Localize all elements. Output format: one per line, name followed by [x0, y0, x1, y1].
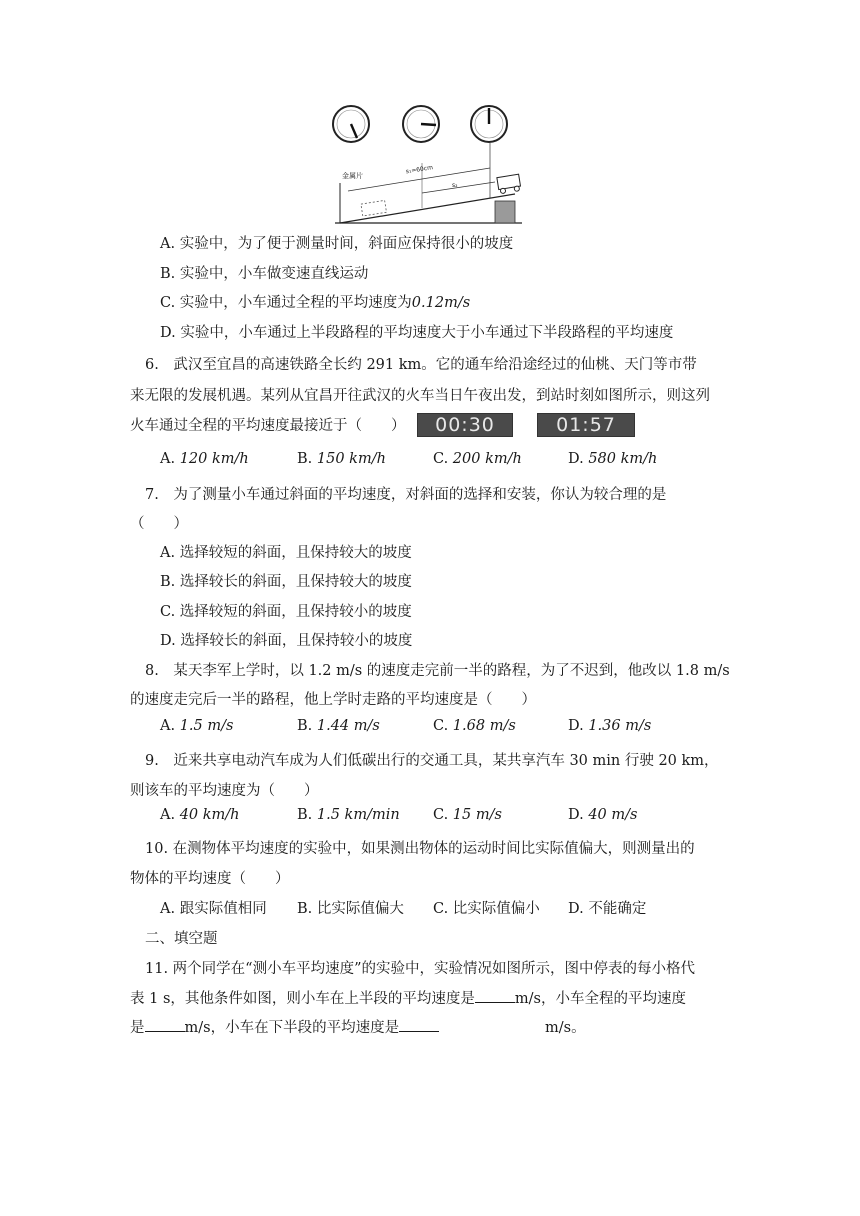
- q5-option-a: A. 实验中，为了便于测量时间，斜面应保持很小的坡度: [160, 236, 514, 252]
- q9-option-a: A. 40 km/h: [160, 807, 240, 823]
- q7-option-b: B. 选择较长的斜面，且保持较大的坡度: [160, 574, 412, 590]
- s1-label: s₁=60cm: [405, 164, 434, 176]
- q11-stem-line1: 11. 两个同学在“测小车平均速度”的实验中，实验情况如图所示，图中停表的每小格代: [145, 961, 695, 977]
- q5-option-c-value: 0.12: [411, 295, 445, 311]
- q5-option-c-unit: m/s: [444, 295, 471, 311]
- q7-option-d: D. 选择较长的斜面，且保持较小的坡度: [160, 633, 413, 649]
- answer-blank-2[interactable]: [145, 1017, 185, 1032]
- incline-experiment-figure: [330, 98, 535, 228]
- q8-stem-line1: 8. 某天李军上学时，以 1.2 m/s 的速度走完前一半的路程，为了不迟到，他改以 1.8 m/s: [145, 663, 730, 679]
- q8-option-a: A. 1.5 m/s: [160, 718, 234, 734]
- q6-option-c: C. 200 km/h: [433, 451, 522, 467]
- stopwatch-icon: [333, 106, 369, 142]
- q10-option-c: C. 比实际值偏小: [433, 901, 540, 917]
- stopwatch-icon: [403, 106, 439, 142]
- metal-plate-label: 金属片: [342, 172, 363, 180]
- q7-stem-line1: 7. 为了测量小车通过斜面的平均速度，对斜面的选择和安装，你认为较合理的是: [145, 487, 667, 503]
- q7-option-c: C. 选择较短的斜面，且保持较小的坡度: [160, 604, 412, 620]
- q9-option-c: C. 15 m/s: [433, 807, 502, 823]
- q5-option-b: B. 实验中，小车做变速直线运动: [160, 266, 369, 282]
- section-heading-fill-in: 二、填空题: [145, 931, 218, 947]
- stopwatch-icon: [471, 106, 507, 142]
- s2-label: s₂: [452, 182, 458, 189]
- q5-option-c-text: C. 实验中，小车通过全程的平均速度为: [160, 295, 412, 311]
- arrival-clock-display: 01:57: [537, 413, 635, 437]
- answer-blank-1[interactable]: [475, 988, 515, 1003]
- departure-clock-display: 00:30: [417, 413, 513, 437]
- q11-line3-unit: m/s。: [545, 1020, 586, 1036]
- q8-option-d: D. 1.36 m/s: [568, 718, 652, 734]
- q11-stem-line2: 表 1 s，其他条件如图，则小车在上半段的平均速度是 m/s，小车全程的平均速度: [130, 987, 686, 1008]
- q5-option-d: D. 实验中，小车通过上半段路程的平均速度大于小车通过下半段路程的平均速度: [160, 325, 674, 341]
- q10-option-b: B. 比实际值偏大: [297, 901, 404, 917]
- q6-stem-line1: 6. 武汉至宜昌的高速铁路全长约 291 km。它的通车给沿途经过的仙桃、天门等市带: [145, 357, 697, 373]
- q6-stem-line3: 火车通过全程的平均速度最接近于（ ）: [130, 418, 406, 434]
- answer-blank-3[interactable]: [399, 1017, 439, 1032]
- q10-option-a: A. 跟实际值相同: [160, 901, 267, 917]
- q9-stem-line2: 则该车的平均速度为（ ）: [130, 783, 319, 799]
- q6-option-b: B. 150 km/h: [297, 451, 386, 467]
- q6-option-d: D. 580 km/h: [568, 451, 658, 467]
- q7-stem-line2: （ ）: [130, 516, 188, 532]
- q8-option-c: C. 1.68 m/s: [433, 718, 516, 734]
- q9-stem-line1: 9. 近来共享电动汽车成为人们低碳出行的交通工具，某共享汽车 30 min 行驶 20 km，: [145, 753, 719, 769]
- q11-stem-line3: 是 m/s，小车在下半段的平均速度是: [130, 1016, 439, 1037]
- q9-option-d: D. 40 m/s: [568, 807, 638, 823]
- q6-option-a: A. 120 km/h: [160, 451, 249, 467]
- q6-stem-line2: 来无限的发展机遇。某列从宜昌开往武汉的火车当日午夜出发，到站时刻如图所示，则这列: [130, 388, 710, 404]
- q10-stem-line1: 10. 在测物体平均速度的实验中，如果测出物体的运动时间比实际值偏大，则测量出的: [145, 841, 695, 857]
- q10-stem-line2: 物体的平均速度（ ）: [130, 871, 290, 887]
- q10-option-d: D. 不能确定: [568, 901, 647, 917]
- q5-option-c: [160, 291, 470, 312]
- q9-option-b: B. 1.5 km/min: [297, 807, 400, 823]
- q8-option-b: B. 1.44 m/s: [297, 718, 380, 734]
- q7-option-a: A. 选择较短的斜面，且保持较大的坡度: [160, 545, 412, 561]
- q8-stem-line2: 的速度走完后一半的路程，他上学时走路的平均速度是（ ）: [130, 692, 536, 708]
